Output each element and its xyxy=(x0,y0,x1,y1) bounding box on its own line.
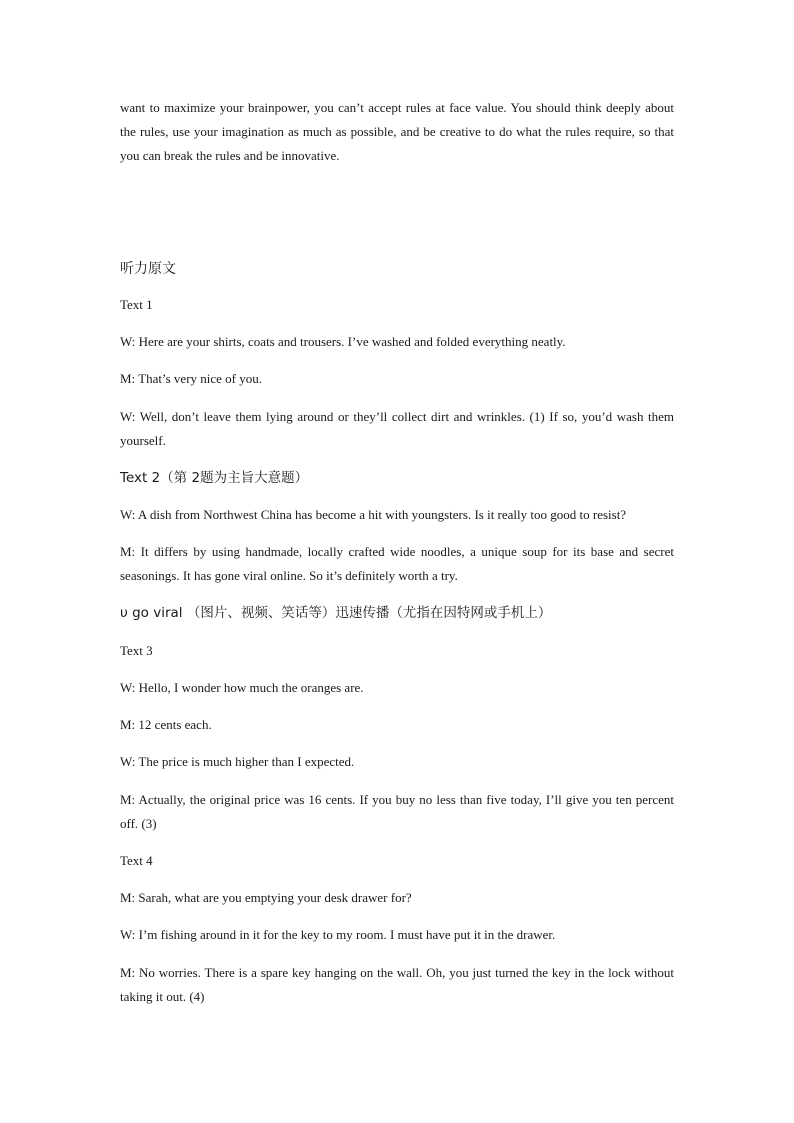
text1-label: Text 1 xyxy=(120,297,153,312)
text1-line2: M: That’s very nice of you. xyxy=(120,371,263,386)
text4-line2: W: I’m fishing around in it for the key to my room. I must have put it in the drawer. xyxy=(120,927,556,942)
text4-line1: M: Sarah, what are you emptying your desk drawer for? xyxy=(120,890,412,905)
text1-line1: W: Here are your shirts, coats and trousers. I’ve washed and folded everything neatly. xyxy=(120,334,566,349)
text3-label: Text 3 xyxy=(120,643,153,658)
intro-paragraph: want to maximize your brainpower, you can’t accept rules at face value. You should think deeply about the rules, use your imagination as much as possible, and be creative to do what the rules require, so that you can break the rules and be innovative. xyxy=(120,100,674,163)
text3-line1: W: Hello, I wonder how much the oranges are. xyxy=(120,680,364,695)
text4-label: Text 4 xyxy=(120,853,153,868)
text2-note: υ go viral （图片、视频、笑话等）迅速传播（尤指在因特网或手机上） xyxy=(120,605,552,621)
text2-line1: W: A dish from Northwest China has become a hit with youngsters. Is it really too good to resist? xyxy=(120,507,627,522)
text4-line3: M: No worries. There is a spare key hanging on the wall. Oh, you just turned the key in the lock without taking it out. (4) xyxy=(120,965,674,1004)
text3-line4: M: Actually, the original price was 16 cents. If you buy no less than five today, I’ll give you ten percent off. (3) xyxy=(120,792,674,831)
text1-line3: W: Well, don’t leave them lying around or they’ll collect dirt and wrinkles. (1) If so, you’d wash them yourself. xyxy=(120,409,674,448)
section-heading: 听力原文 xyxy=(120,261,176,277)
text2-line2: M: It differs by using handmade, locally crafted wide noodles, a unique soup for its base and secret seasonings. It has gone viral online. So it’s definitely worth a try. xyxy=(120,544,674,583)
text3-line3: W: The price is much higher than I expected. xyxy=(120,754,355,769)
text2-label: Text 2（第 2题为主旨大意题） xyxy=(120,470,309,486)
text3-line2: M: 12 cents each. xyxy=(120,717,212,732)
